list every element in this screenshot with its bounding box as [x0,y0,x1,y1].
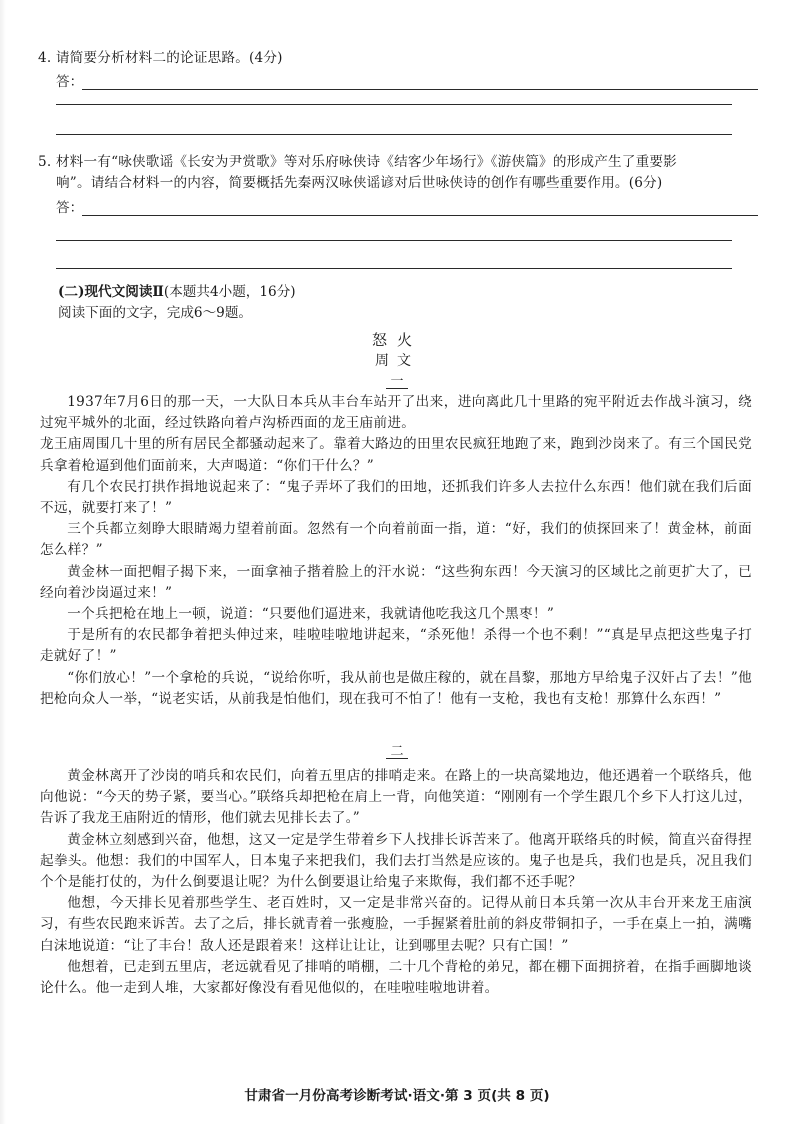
question-4-answer-row [56,72,758,92]
paragraph: 于是所有的农民都争着把头伸过来，哇啦哇啦地讲起来，“杀死他！杀得一个也不剩！”“真是早点把这些鬼子打走就好了！” [40,627,752,665]
paragraph: 有几个农民打拱作揖地说起来了：“鬼子弄坏了我们的田地，还抓我们许多人去拉什么东西！他们就在我们后面不远，就要打来了！” [40,478,752,517]
article-part-2 [40,766,752,999]
paragraph: 三个兵都立刻睁大眼睛竭力望着前面。忽然有一个向着前面一指，道：“好，我们的侦探回来了！黄金林，前面怎么样？” [40,521,752,559]
article-author: 周文 [375,353,419,369]
paragraph: 龙王庙周围几十里的所有居民全都骚动起来了。靠着大路边的田里农民疯狂地跑了来，跑到沙岗来了。有三个国民党兵拿着枪逼到他们面前来，大声喝道：“你们干什么？” [40,436,752,474]
section-title: (二)现代文阅读Ⅱ [58,284,164,300]
answer-line [56,134,732,135]
answer-line [82,89,758,90]
article-title: 怒火 [371,331,422,349]
answer-line [82,215,758,216]
question-4: 4. 请简要分析材料二的论证思路。(4分) [38,50,283,66]
paragraph: “你们放心！”一个拿枪的兵说，“说给你听，我从前也是做庄稼的，就在昌黎，那地方早给鬼子汉奸占了去！”他把枪向众人一举，“说老实话，从前我是怕他们，现在我可不怕了！他有一支枪，我也有支枪！那算什么东西！” [40,669,752,707]
answer-line [56,240,732,241]
answer-line [56,268,732,269]
paragraph: 1937年7月6日的那一天，一大队日本兵从丰台车站开了出来，进向离此几十里路的宛平附近去作战斗演习，绕过宛平城外的北面，经过铁路向着卢沟桥西面的龙王庙前进。 [40,394,752,432]
question-5 [38,152,758,194]
page-footer: 甘肃省一月份高考诊断考试·语文·第 3 页(共 8 页) [244,1088,550,1104]
paragraph: 一个兵把枪在地上一顿，说道：“只要他们逼进来，我就请他吃我这几个黑枣！” [67,606,555,623]
paragraph: 黄金林立刻感到兴奋，他想，这又一定是学生带着乡下人找排长诉苦来了。他离开联络兵的时候，简直兴奋得捏起拳头。他想：我们的中国军人，日本鬼子来把我们，我们去打当然是应该的。鬼子也是兵，我们也是兵，况且我们个个是能打仗的，为什么倒要退让呢？为什么倒要退让给鬼子来欺侮，我们都不还手呢？ [40,831,752,891]
question-5-answer-row [56,198,758,218]
part-number-1: 一 [0,372,794,392]
paragraph: 他想着，已走到五里店，老远就看见了排哨的哨棚，二十几个背枪的弟兄，都在棚下面拥挤着，在指手画脚地谈论什么。他一走到人堆，大家都好像没有看见他似的，在哇啦哇啦地讲着。 [40,958,752,997]
answer-line [56,104,732,105]
section-instruction: 阅读下面的文字，完成6～9题。 [58,305,253,321]
section-heading [58,282,296,302]
paragraph: 黄金林一面把帽子揭下来，一面拿袖子揩着脸上的汗水说：“这些狗东西！今天演习的区域比之前更扩大了，已经向着沙岗逼过来！” [40,563,752,601]
paragraph: 黄金林离开了沙岗的哨兵和农民们，向着五里店的排哨走来。在路上的一块高粱地边，他还遇着一个联络兵，他向他说：“今天的势子紧，要当心。”联络兵却把枪在肩上一背，向他笑道：“刚刚有一个学生跟几个乡下人打这儿过，告诉了我龙王庙附近的情形，他们就去见排长去了。” [40,768,752,827]
answer-label: 答： [56,200,84,216]
question-5-line-1: 5. 材料一有“咏侠歌谣《长安为尹赏歌》等对乐府咏侠诗《结客少年场行》《游侠篇》的形成产生了重要影 [38,154,677,170]
part-number-2: 二 [0,742,794,762]
paragraph: 他想，今天排长见着那些学生、老百姓时，又一定是非常兴奋的。记得从前日本兵第一次从丰台开来龙王庙演习，有些农民跑来诉苦。去了之后，排长就青着一张瘦脸，一手握紧着肚前的斜皮带铜扣子，一手在桌上一拍，满嘴白沫地说道：“让了丰台！敌人还是跟着来！这样让让让，让到哪里去呢？只有亡国！” [40,895,752,954]
answer-label: 答： [56,74,84,90]
article-part-1 [40,392,752,710]
scan-edge-shadow [0,0,6,1124]
question-5-line-2: 响”。请结合材料一的内容，简要概括先秦两汉咏侠谣谚对后世咏侠诗的创作有哪些重要作用。(6分) [56,175,663,191]
section-note: (本题共4小题，16分) [163,284,296,300]
